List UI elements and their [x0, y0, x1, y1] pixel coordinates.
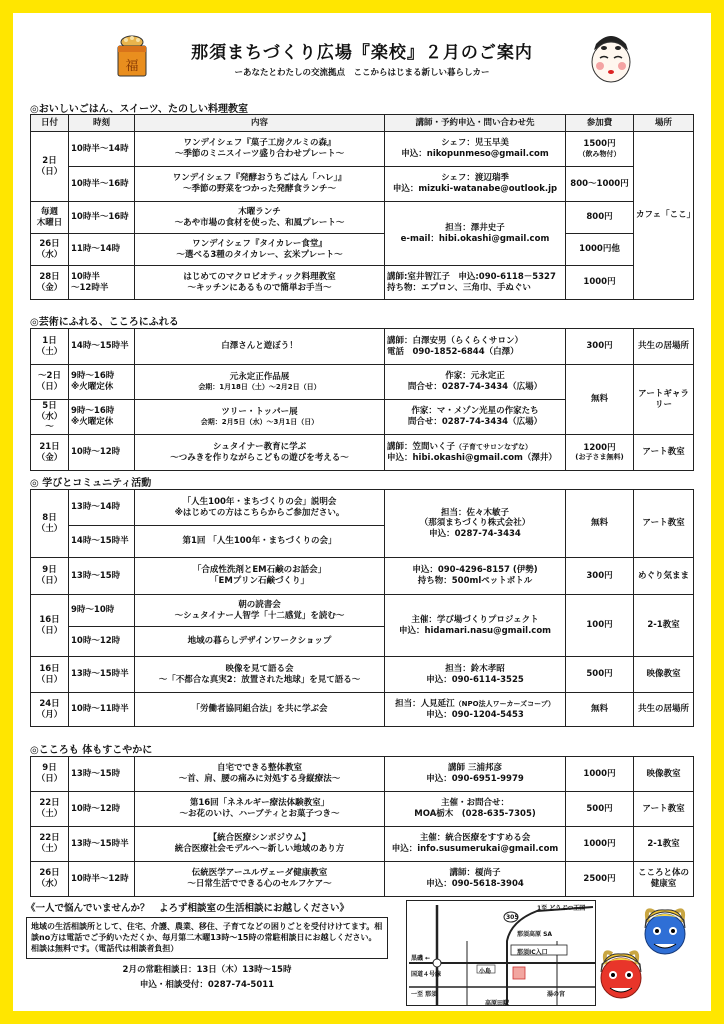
bag-char: 福 — [125, 59, 139, 74]
event-sub: ～首、肩、腰の痛みに対処する身縦療法～ — [178, 774, 341, 784]
event-date: 16日 — [39, 663, 60, 674]
event-fee: 300円 — [566, 558, 634, 595]
contact-line: シェフ：児玉早美 — [441, 138, 509, 149]
event-fee: 1000円 — [566, 757, 634, 792]
contact-line: 問合せ：0287-74-3434（広場） — [407, 382, 543, 392]
event-title: 白澤さんと遊ぼう！ — [135, 329, 385, 365]
event-sub: 統合医療社会モデルへ～新しい地域のあり方 — [174, 844, 345, 854]
contact-line: 申込：0287-74-3434 — [429, 528, 521, 539]
contact-line: 電話 090-1852-6844（白澤） — [387, 346, 519, 357]
contact-email: 申込：nikopunmeso@gmail.com — [401, 149, 549, 159]
event-place: アート教室 — [634, 490, 694, 558]
event-sub: 会期：1月18日（土）～2月2日（日） — [198, 382, 321, 391]
table-row — [31, 234, 694, 266]
consultation-tel: 申込・相談受付：0287-74-5011 — [139, 979, 275, 990]
contact-note: （NPO法人ワーカーズコープ） — [454, 699, 555, 708]
map-label: 1至 どうぶつ王国 — [537, 905, 586, 912]
event-fee: 800～1000円 — [566, 167, 634, 202]
page-title: 那須まちづくり広場『楽校』２月のご案内 — [191, 43, 533, 63]
event-date: 2日 — [42, 155, 57, 166]
event-time: 10時半 — [71, 271, 100, 282]
event-place: 2-1教室 — [634, 595, 694, 657]
contact-email: e-mail：hibi.okashi@gmail.com — [400, 233, 550, 244]
contact-line: シェフ：渡辺瑞季 — [441, 173, 509, 184]
closed-note: ※火曜定休 — [71, 417, 114, 427]
contact-line: 講師 三浦邦彦 — [448, 763, 502, 774]
event-time: 11時～14時 — [69, 234, 135, 266]
event-sub: ～シュタイナー人智学「十二感覚」を読む～ — [174, 610, 345, 621]
event-sub: ～キッチンにあるもので簡単お手当～ — [187, 282, 332, 293]
event-time: 9時～10時 — [69, 595, 135, 627]
event-title: ワンデイシェフ『発酵おうちごはん「ハレ」』 — [172, 173, 347, 184]
event-time: 14時～15時半 — [69, 329, 135, 365]
event-title: 地域の暮らしデザインワークショップ — [135, 627, 385, 657]
event-day: （土） — [36, 523, 63, 534]
event-place: アートギャラリー — [634, 365, 694, 435]
event-time: 10時半～16時 — [69, 202, 135, 234]
table-row — [31, 693, 694, 727]
contact-line: 作家：マ・メゾン光星の作家たち — [411, 406, 539, 417]
table-row — [31, 862, 694, 897]
table-row — [31, 365, 694, 400]
event-time: 10時～12時 — [69, 435, 135, 471]
contact-line: 主催：学び場づくりプロジェクト — [411, 614, 539, 625]
event-title: はじめてのマクロビオティック料理教室 — [183, 271, 336, 282]
event-time: 10時～12時 — [69, 627, 135, 657]
contact-line: 申込：090-4296-8157 (伊勢) — [412, 565, 538, 576]
map-label: 国道４号線 — [411, 971, 442, 978]
contact-line: 作家：元永定正 — [445, 371, 505, 382]
event-fee: 無料 — [566, 365, 634, 435]
section-title-learn: ◎ 学びとコミュニティ活動 — [30, 478, 152, 489]
event-day: （金） — [36, 282, 63, 293]
col-date: 日付 — [31, 115, 69, 132]
contact-email: 申込：info.susumerukai@gmail.com — [391, 844, 559, 854]
map-label: 高原田駅 — [485, 1000, 510, 1007]
contact-email: 申込：hibi.okashi@gmail.com（澤井） — [387, 452, 557, 463]
event-place: アート教室 — [634, 435, 694, 471]
contact-line: 担当：鈴木孝昭 — [445, 663, 505, 674]
contact-line: MOA栃木 (028-635-7305) — [414, 809, 536, 819]
event-fee: 1000円 — [566, 827, 634, 862]
event-place: 映像教室 — [634, 657, 694, 693]
blue-oni-icon — [640, 902, 690, 960]
event-place: こころと体の健康室 — [634, 862, 694, 897]
map-label: 那須高原 SA — [517, 931, 553, 938]
consultation-box — [26, 900, 388, 1006]
table-row — [31, 435, 694, 471]
contact-line: 申込：090-6951-9979 — [426, 774, 524, 784]
event-title: 朝の読書会 — [238, 599, 281, 610]
event-time: 13時～15時 — [69, 757, 135, 792]
table-row — [31, 827, 694, 862]
event-sub: 「EMプリン石鹸づくり」 — [210, 576, 309, 586]
event-sub: ～選べる3種のタイカレー、玄米プレート～ — [176, 249, 343, 260]
access-map — [406, 900, 596, 1006]
event-fee: 無料 — [566, 693, 634, 727]
food-table — [30, 114, 694, 300]
event-date: 22日 — [39, 798, 60, 809]
event-sub: ～季節の野菜をつかった発酵食ランチ～ — [182, 184, 336, 194]
event-date: 26日 — [39, 238, 60, 249]
contact-line: 講師：白澤安男（らくらくサロン） — [387, 335, 524, 346]
contact-email: 申込：hidamari.nasu@gmail.com — [398, 625, 552, 636]
event-sub: ※はじめての方はこちらからご参加ださい。 — [174, 507, 345, 518]
table-row — [31, 757, 694, 792]
event-place: 共生の居場所 — [634, 329, 694, 365]
event-day: （土） — [36, 346, 63, 357]
event-day: （日） — [36, 674, 63, 685]
section-title-food: ◎おいしいごはん、スイーツ、たのしい料理教室 — [30, 104, 249, 115]
event-date: 21日 — [39, 441, 60, 452]
table-row — [31, 202, 694, 234]
event-place: めぐり気まま — [634, 558, 694, 595]
learn-table — [30, 489, 694, 727]
contact-note: （子育てサロンなずな） — [455, 442, 533, 451]
event-sub: ～つみきを作りながらこどもの遊びを考える～ — [170, 452, 349, 463]
table-row — [31, 167, 694, 202]
event-title: 自宅でできる整体教室 — [216, 763, 302, 774]
consultation-body: 地域の生活相談所として、住宅、介護、農業、移住、子育てなどの困りごとを受付けけてます。相談no方は電話でご予約いただくか、毎月第二木曜13時～15時の常駐相談日にお越しください。相談は無料です。（電話代は相談者負担） — [31, 922, 383, 954]
event-time: 10時～11時半 — [69, 693, 135, 727]
event-place: 映像教室 — [634, 757, 694, 792]
event-time: 10時～12時 — [69, 792, 135, 827]
event-fee: 1000円他 — [566, 234, 634, 266]
map-label: 那須IC入口 — [517, 949, 548, 956]
event-day: （月） — [36, 709, 63, 720]
table-row — [31, 657, 694, 693]
event-place: 2-1教室 — [634, 827, 694, 862]
event-day: （水）～ — [36, 411, 63, 433]
contact-line: 講師:室井智江子 申込:090-6118－5327 — [387, 271, 556, 282]
event-fee: 100円 — [566, 595, 634, 657]
event-date: 22日 — [39, 833, 60, 844]
event-sub: ～季節のミニスイーツ盛り合わせプレート～ — [174, 149, 345, 159]
consultation-title: 《一人で悩んでいませんか？ よろず相談室の生活相談にお越しください》 — [26, 903, 350, 914]
event-time: 10時半～12時 — [69, 862, 135, 897]
event-title: ワンデイシェフ『菓子工房クルミの森』 — [183, 138, 336, 149]
event-time: 13時～15時半 — [69, 827, 135, 862]
map-label: 湯の宮 — [547, 991, 566, 998]
map-label: 小島 — [479, 968, 492, 975]
event-date: 9日 — [42, 565, 57, 576]
table-row — [31, 595, 694, 627]
contact-line: 講師：笠間いく子 — [387, 441, 456, 452]
contact-line: 申込：090-5618-3904 — [426, 879, 524, 889]
event-title: 「人生100年・まちづくりの会」説明会 — [182, 496, 337, 507]
event-sub: ～お花のいけ、ハーブティとお菓子つき～ — [179, 809, 340, 819]
event-title: 元永定正作品展 — [229, 372, 290, 383]
col-fee: 参加費 — [566, 115, 634, 132]
okame-face-icon — [588, 30, 634, 86]
event-day: （土） — [36, 844, 63, 854]
art-table — [30, 328, 694, 471]
event-time: 13時～14時 — [69, 490, 135, 526]
contact-line: 担当：人見延江 — [395, 698, 455, 709]
fee-note: (お子さま無料) — [575, 453, 624, 462]
contact-line: 主催・お問合せ： — [440, 798, 509, 809]
section-title-art: ◎芸術にふれる、こころにふれる — [30, 317, 179, 328]
event-fee: 無料 — [566, 490, 634, 558]
event-sub: ～あや市場の食材を使った、和風プレート～ — [174, 217, 345, 228]
event-fee: 500円 — [566, 657, 634, 693]
event-title: 「合成性洗剤とEM石鹸のお話会」 — [192, 565, 327, 576]
col-content: 内容 — [135, 115, 385, 132]
event-fee: 1000円 — [566, 266, 634, 300]
event-time: 13時～15時半 — [69, 657, 135, 693]
event-date: 16日 — [39, 614, 60, 625]
event-day: （水） — [36, 249, 63, 260]
fee-note: （飲み物付） — [578, 149, 621, 158]
page-subtitle: ーあなたとわたしの交流拠点 ここからはじまる新しい暮らしカー — [234, 68, 490, 78]
event-title: 映像を見て語る会 — [225, 663, 294, 674]
event-fee: 300円 — [566, 329, 634, 365]
map-label: 一至 那須 — [411, 991, 438, 998]
event-date: 24日 — [39, 698, 60, 709]
contact-line: 講師：榎尚子 — [449, 868, 501, 879]
event-day: （日） — [36, 774, 63, 784]
event-time: 13時～15時 — [69, 558, 135, 595]
event-title: 第1回 「人生100年・まちづくりの会」 — [135, 526, 385, 558]
event-title: 伝統医学アーユルヴェーダ健康教室 — [191, 868, 328, 879]
contact-email: 申込：mizuki-watanabe@outlook.jp — [392, 184, 558, 194]
event-day: （土） — [36, 809, 63, 819]
col-place: 場所 — [634, 115, 694, 132]
event-fee: 500円 — [566, 792, 634, 827]
health-table — [30, 756, 694, 897]
contact-line: 問合せ：0287-74-3434（広場） — [407, 417, 543, 427]
event-title: シュタイナー教育に学ぶ — [212, 441, 307, 452]
event-time: 9時～16時 — [71, 371, 115, 382]
event-fee: 2500円 — [566, 862, 634, 897]
event-time: 14時～15時半 — [69, 526, 135, 558]
event-title: 第16回「ネネルギー療法体験教室」 — [189, 798, 330, 809]
event-day: （水） — [36, 879, 63, 889]
contact-line: 持ち物：エプロン、三角巾、手ぬぐい — [387, 282, 531, 293]
event-place: アート教室 — [634, 792, 694, 827]
event-place: 共生の居場所 — [634, 693, 694, 727]
event-sub: ～日常生活でできる心のセルフケア～ — [187, 879, 332, 889]
event-place: カフェ「ここ」 — [634, 132, 694, 300]
event-day: 木曜日 — [36, 217, 63, 228]
event-fee: 800円 — [566, 202, 634, 234]
contact-line: （那須まちづくり株式会社） — [419, 518, 531, 529]
event-title: ツリー・トッパー展 — [221, 407, 298, 418]
event-day: （日） — [36, 576, 63, 586]
contact-line: 申込：090-1204-5453 — [426, 709, 524, 720]
event-time: 10時半～14時 — [69, 132, 135, 167]
table-row — [31, 329, 694, 365]
event-sub: ～「不都合な真実2：放置された地球」を見て語る～ — [158, 674, 361, 685]
event-date: 28日 — [39, 271, 60, 282]
red-oni-icon — [596, 946, 646, 1004]
event-title: 【統合医療シンポジウム】 — [208, 833, 311, 844]
header — [20, 22, 704, 94]
venue-marker — [513, 967, 525, 979]
event-date: 8日 — [42, 512, 57, 523]
table-row — [31, 558, 694, 595]
map-route-number: 305 — [506, 914, 519, 921]
event-date: 1日 — [42, 335, 57, 346]
contact-line: 担当：澤井史子 — [445, 222, 505, 233]
table-row — [31, 792, 694, 827]
event-day: （日） — [36, 166, 63, 177]
contact-line: 持ち物：500mlペットボトル — [417, 576, 533, 586]
event-time-end: ～12時半 — [71, 282, 109, 293]
event-day: （日） — [36, 382, 63, 392]
contact-line: 担当：佐々木敏子 — [440, 507, 509, 518]
contact-line: 主催：統合医療をすすめる会 — [419, 833, 531, 844]
event-time: 10時半～16時 — [69, 167, 135, 202]
col-contact: 講師・予約申込・問い合わせ先 — [385, 115, 566, 132]
consultation-day: 2月の常駐相談日：13日（木）13時～15時 — [122, 964, 292, 975]
event-title: 木曜ランチ — [238, 206, 281, 217]
table-row — [31, 490, 694, 526]
event-fee: 1200円 — [583, 442, 616, 453]
event-date: ～2日 — [38, 371, 61, 382]
table-row — [31, 266, 694, 300]
map-label: 黒磯 ← — [411, 955, 431, 962]
event-day: （日） — [36, 625, 63, 636]
col-time: 時刻 — [69, 115, 135, 132]
event-fee: 1500円 — [583, 139, 616, 150]
event-date: 毎週 — [40, 206, 58, 217]
event-sub: 会期：2月5日（水）～3月1日（日） — [200, 417, 319, 426]
event-time: 9時～16時 — [71, 406, 115, 417]
contact-line: 申込：090-6114-3525 — [426, 674, 524, 685]
event-date: 5日 — [42, 401, 57, 412]
section-title-health: ◎こころも 体もすこやかに — [30, 745, 153, 756]
event-title: ワンデイシェフ『タイカレー食堂』 — [192, 238, 327, 249]
event-title: 「労働者協同組合法」を共に学ぶ会 — [135, 693, 385, 727]
event-date: 26日 — [39, 868, 60, 879]
event-date: 9日 — [42, 763, 57, 774]
event-day: （金） — [36, 452, 63, 463]
closed-note: ※火曜定休 — [71, 382, 114, 392]
table-row — [31, 132, 694, 167]
